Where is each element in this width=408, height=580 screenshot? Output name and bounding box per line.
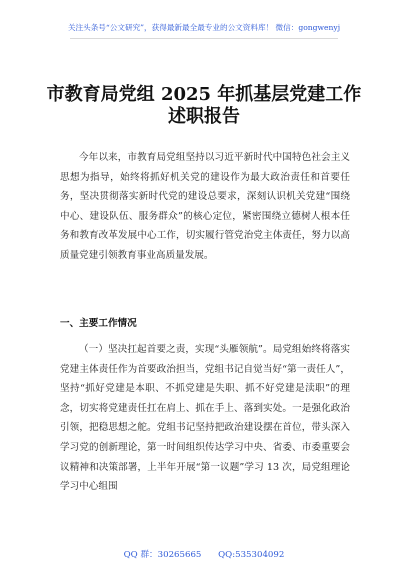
footer-contact: [0, 548, 408, 560]
header-divider: [70, 38, 338, 39]
document-title: [0, 84, 408, 128]
title-line-2: 述职报告: [168, 106, 240, 127]
paragraph-rest: 党组书记坚持把政治建设摆在首位，带头深入学习党的创新理论，第一时间组织传达学习中央、省委、市委重要会议精神和决策部署，上半年开展“第一议题”学习 13 次，局党组理论学习中心组围: [60, 422, 351, 493]
paragraph-body: 局党组始终将落实党建主体责任作为首要政治担当，党组书记自觉当好“第一责任人”，坚持“抓好党建是本职、不抓党建是失职、抓不好党建是渎职”的理念，切实将党建责任扛在肩上、抓在手上、落到实处。: [60, 344, 351, 414]
footer-qq-number: QQ:535304092: [218, 550, 285, 560]
header-banner: 关注头条号“公文研究”，获得最新最全最专业的公文资料库！ 微信：gongwenyj: [67, 23, 341, 32]
paragraph-lead: （一）坚决扛起首要之责，实现“头雁领航”。: [79, 344, 273, 355]
paragraph-subhead: 一是强化政治引领，把稳思想之舵。: [60, 402, 351, 434]
intro-paragraph: 今年以来，市教育局党组坚持以习近平新时代中国特色社会主义思想为指导，始终将抓好机关党的建设作为最大政治责任和首要任务，坚决贯彻落实新时代党的建设总要求，深刻认识机关党建“围绕中心、建设队伍、服务群众”的核心定位，紧密围绕立德树人根本任务和教育改革发展中心工作，切实履行管党治党主体责任，努力以高质量党建引领教育事业高质量发展。: [60, 152, 350, 261]
title-line-1: 市教育局党组 2025 年抓基层党建工作: [46, 84, 362, 105]
section1-paragraph: [60, 340, 350, 497]
section-heading: 一、主要工作情况: [60, 318, 137, 329]
footer-qq-group: QQ 群：30265665: [123, 550, 202, 560]
